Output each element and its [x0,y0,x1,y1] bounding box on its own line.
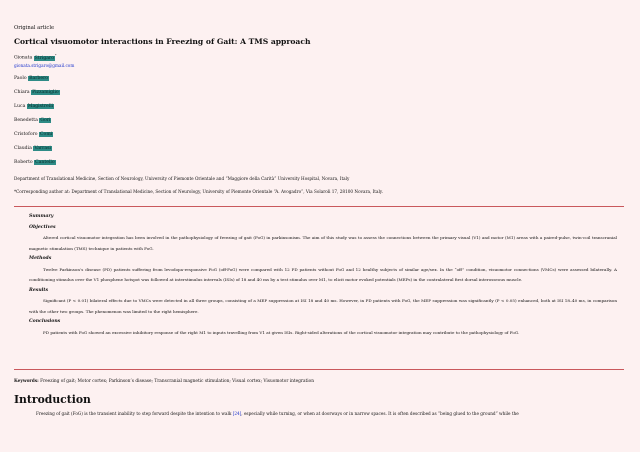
corresponding-mark: * [54,53,57,57]
intro-text: Freezing of gait (FoG) is the transient inability to step forward despite the intention to walk [36,411,233,416]
introduction-paragraph [14,411,626,416]
conclusions-heading: Conclusions [29,319,61,324]
author-given-name: Cristoforo [14,132,38,137]
author-surname[interactable]: Gori [40,118,51,123]
keywords [14,379,314,384]
author-surname[interactable]: Magistrelli [27,104,54,109]
author-given-name: Gionata [14,55,33,61]
keywords-list: Freezing of gait; Motor cortex; Parkinson’s disease; Transcranial magnetic stimulation; Visual cortex; Visuomotor integration [40,379,314,384]
author-email-link[interactable]: gionata.strigaro@gmail.com [14,63,75,68]
intro-text-continued: , especially while turning, or when at doorways or in narrow spaces. It is often described as “being glued to the ground” while the [241,411,519,416]
author-surname[interactable]: Cantello [35,160,55,165]
author [14,146,52,151]
results-text: Significant (P < 0.01) bilateral effects due to VMCs were detected in all three groups, consisting of a MEP suppression at ISI 18 and 40 ms. However, in PD patients with FoG, the MEP suppression was significantly (P < 0.05) enhanced, both at ISI 18–40 ms, in comparison with the other two groups. The phenomenon was limited to the right hemisphere. [29,298,617,314]
results-heading: Results [29,287,49,293]
abstract [29,212,617,338]
objectives-heading: Objectives [29,224,56,230]
author [14,132,53,137]
introduction-heading: Introduction [14,393,91,406]
author-surname[interactable]: Pizzamiglio [32,90,59,95]
author-surname[interactable]: Strigaro [34,55,54,61]
author [14,76,49,81]
author [14,118,51,123]
author-given-name: Benedetta [14,118,38,123]
article-type: Original article [14,25,55,31]
author-given-name: Roberto [14,160,33,165]
affiliation: Department of Translational Medicine, Section of Neurology, University of Piemonte Orientale and “Maggiore della Carità” University Hospital, Novara, Italy [14,176,350,181]
abstract-top-divider [14,206,624,207]
author-surname[interactable]: Varrasi [34,146,51,151]
author [14,53,56,61]
reference-link[interactable]: [24] [232,411,242,416]
author-given-name: Chiara [14,90,30,95]
methods-heading: Methods [29,256,52,261]
abstract-bottom-divider [14,369,624,370]
author [14,90,60,95]
author [14,104,54,109]
conclusions-text: PD patients with FoG showed an excessive inhibitory response of the right M1 to inputs travelling from V1 at given ISIs. Right-sided alterations of the cortical visuomotor integration may contribute to the pathophysiology of FoG. [43,329,520,335]
author-surname[interactable]: Comi [40,132,53,137]
summary-heading: Summary [29,214,54,219]
correspondence-note: *Corresponding author at: Department of Translational Medicine, Section of Neurology, University of Piemonte Orientale “A. Avogadro”, Via Solaroli 17, 28100 Novara, Italy. [14,189,383,194]
article-title: Cortical visuomotor interactions in Freezing of Gait: A TMS approach [14,37,311,46]
objectives-text: Altered cortical visuomotor integration has been involved in the pathophysiology of freezing of gait (FoG) in parkinsonism. The aim of this study was to assess the connections between the primary visual (V1) and motor (M1) areas with a paired-pulse, twin-coil transcranial magnetic stimulation (TMS) technique in patients with FoG. [29,235,617,251]
author-given-name: Luca [14,104,26,109]
author-surname[interactable]: Barbero [29,76,49,81]
methods-text: Twelve Parkinson’s disease (PD) patients suffering from levodopa-responsive FoG (off-FoG) were compared with 12 PD patients without FoG and 12 healthy subjects of similar age/sex. In the “off” condition, visuomotor connections (VMCs) were assessed bilaterally. A conditioning stimulus over the V1 phosphene hotspot was followed at interstimulus intervals (ISIs) of 18 and 40 ms by a test stimulus over M1, to elicit motor evoked potentials (MEPs) in the contralateral first dorsal interosseous muscle. [29,266,617,282]
keywords-label: Keywords: [14,379,39,384]
author-given-name: Claudia [14,146,32,151]
author-given-name: Paolo [14,76,27,81]
author [14,160,56,165]
